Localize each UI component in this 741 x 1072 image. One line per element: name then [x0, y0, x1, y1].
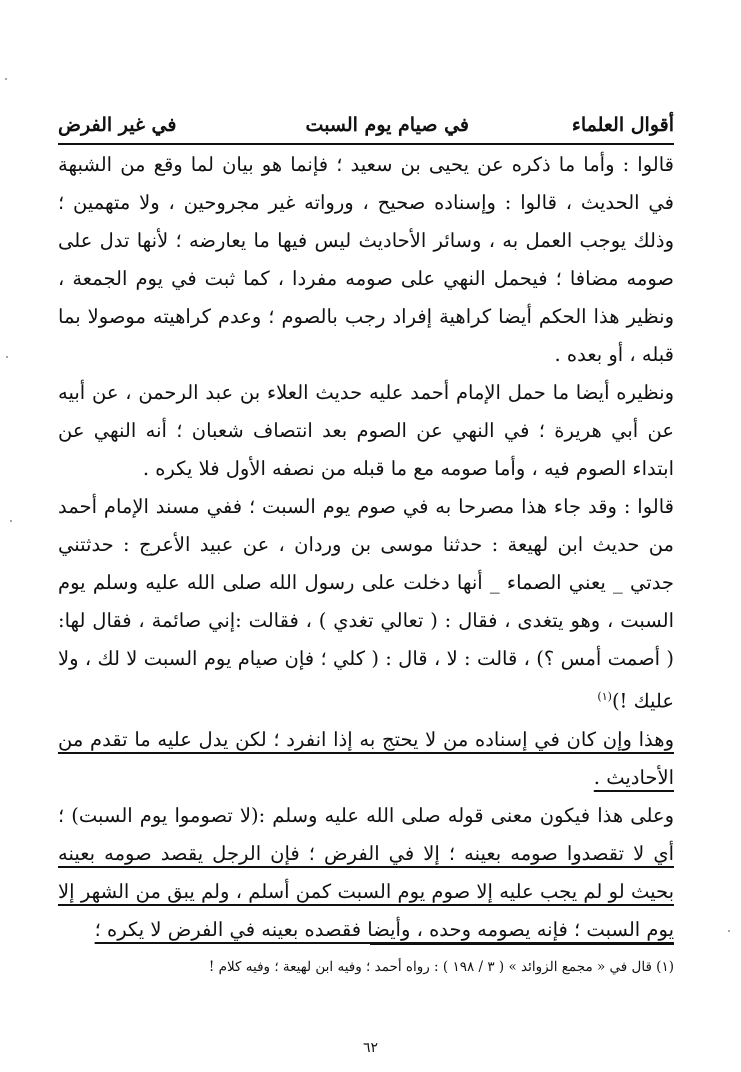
footnote: (١) قال في « مجمع الزوائد » ( ٣ / ١٩٨ ) : رواه أحمد ؛ وفيه ابن لهيعة ؛ وفيه كلام ! — [208, 959, 674, 975]
header-chapter-title: في صيام يوم السبت — [305, 114, 469, 136]
main-text — [58, 146, 674, 949]
scan-speck — [728, 930, 730, 932]
paragraph-3 — [58, 488, 674, 721]
paragraph-5-underlined: أي لا تقصدوا صومه بعينه ؛ إلا في الفرض ؛ فإن الرجل يقصد صومه بعينه بحيث لو لم يجب عليه إلا صوم يوم السبت كمن أسلم ، ولم يبق من الشهر إلا يوم السبت ؛ فإنه يصومه وحده ، وأيضا فقصده بعينه في الفرض لا يكره ؛ — [58, 841, 674, 941]
paragraph-5-lead: وعلى هذا فيكون معنى قوله صلى الله عليه وسلم :(لا تصوموا يوم السبت) ؛ — [58, 803, 674, 827]
paragraph-3-text: قالوا : وقد جاء هذا مصرحا به في صوم يوم السبت ؛ ففي مسند الإمام أحمد من حديث ابن لهيعة : حدثنا موسى بن وردان ، عن عبيد الأعرج : حدثتني جدتي _ يعني الصماء _ أنها دخلت على رسول الله صلى الله عليه وسلم يوم السبت ، وهو يتغدى ، فقال : ( تعالي تغدي ) ، فقالت :إني صائمة ، فقال لها: ( أصمت أمس ؟) ، قالت : لا ، قال : ( كلي ؛ فإن صيام يوم السبت لا لك ، ولا عليك !) — [58, 495, 674, 713]
paragraph-4 — [58, 721, 674, 797]
footnote-reference[interactable]: (١) — [597, 690, 612, 703]
scan-speck — [10, 520, 12, 522]
paragraph-5 — [58, 797, 674, 949]
paragraph-1: قالوا : وأما ما ذكره عن يحيى بن سعيد ؛ فإنما هو بيان لما وقع من الشبهة في الحديث ، قالوا : وإسناده صحيح ، ورواته غير مجروحين ، ولا متهمين ؛ وذلك يوجب العمل به ، وسائر الأحاديث ليس فيها ما يعارضه ؛ لأنها تدل على صومه مضافا ؛ فيحمل النهي على صومه مفردا ، كما ثبت في يوم الجمعة ، ونظير هذا الحكم أيضا كراهية إفراد رجب بالصوم ؛ وعدم كراهيته موصولا بما قبله ، أو بعده . — [58, 153, 674, 366]
header-section-title: أقوال العلماء — [571, 114, 674, 136]
running-header — [58, 112, 674, 142]
footnote-rule — [370, 944, 674, 945]
paragraph-2: ونظيره أيضا ما حمل الإمام أحمد عليه حديث العلاء بن عبد الرحمن ، عن أبيه عن أبي هريرة ؛ في النهي عن الصوم بعد انتصاف شعبان ؛ أنه النهي عن ابتداء الصوم فيه ، وأما صومه مع ما قبله من نصفه الأول فلا يكره . — [58, 381, 674, 480]
paragraph-4-text: وهذا وإن كان في إسناده من لا يحتج به إذا انفرد ؛ لكن يدل عليه ما تقدم من الأحاديث . — [58, 727, 674, 789]
scan-speck — [6, 356, 8, 358]
header-subtitle: في غير الفرض — [58, 114, 177, 136]
page-number: ٦٢ — [362, 1040, 379, 1056]
header-rule — [58, 143, 674, 145]
scan-speck — [5, 78, 7, 80]
